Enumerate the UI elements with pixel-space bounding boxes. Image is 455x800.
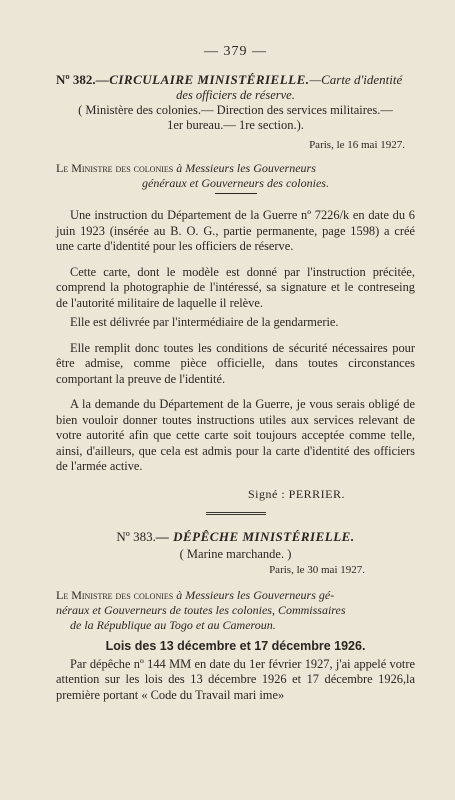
circular-subject-line2: des officiers de réserve.	[176, 88, 295, 102]
page-number: — 379 —	[204, 44, 267, 59]
addressee-prefix: Le Ministre des colonies	[56, 587, 174, 602]
paragraph: Une instruction du Département de la Guerre nº 7226/k en date du 6 juin 1923 (insérée au B. O. G., partie permanente, page 1598) a créé une carte d'identité pour les officiers de réserve.	[56, 208, 415, 253]
paragraph: A la demande du Département de la Guerre, je vous serais obligé de bien vouloir donner toutes instructions utiles aux services relevant de votre autorité afin que cette carte soit toujours acceptée comme telle, ainsi, d'ailleurs, que cela est admis pour la carte d'identité des officiers de l'armée active.	[56, 397, 415, 473]
depeche-number: Nº 383.	[116, 528, 156, 544]
paragraph: Elle est délivrée par l'intermédiaire de la gendarmerie.	[70, 315, 339, 329]
depeche-heading	[56, 529, 415, 545]
divider-rule	[215, 193, 257, 194]
circular-heading	[56, 72, 415, 88]
depeche-date: Paris, le 30 mai 1927.	[269, 563, 365, 576]
circular-title: —CIRCULAIRE MINISTÉRIELLE.	[95, 72, 310, 87]
law-title: Lois des 13 décembre et 17 décembre 1926.	[105, 638, 366, 653]
addressee-line3: de la République au Togo et au Cameroun.	[70, 617, 276, 632]
circular-number: Nº 382.	[56, 72, 96, 87]
circular-date: Paris, le 16 mai 1927.	[309, 139, 405, 151]
circular-origin-line2: 1er bureau.— 1re section.).	[167, 118, 304, 132]
depeche-subtitle: ( Marine marchande. )	[179, 546, 292, 561]
addressee-line2: néraux et Gouverneurs de toutes les colonies, Commissaires	[56, 602, 346, 617]
depeche-title: — DÉPÊCHE MINISTÉRIELLE.	[155, 528, 355, 544]
paragraph: Elle remplit donc toutes les conditions de sécurité nécessaires pour être admise, comme pièce officielle, dans toutes circonstances comportant la preuve de l'identité.	[56, 340, 415, 386]
circular-subject: —Carte d'identité	[309, 72, 403, 87]
paragraph: Cette carte, dont le modèle est donné par l'instruction précitée, comprend la photographie de l'intéressé, sa signature et le contreseing de l'autorité militaire de laquelle il relève.	[56, 264, 415, 310]
signature: Signé : PERRIER.	[247, 486, 345, 501]
addressee-prefix: Le Ministre des colonies	[56, 161, 174, 175]
paragraph: Par dépêche nº 144 MM en date du 1er février 1927, j'ai appelé votre attention sur les lois des 13 décembre 1926 et 17 décembre 1926,la première portant « Code du Travail mari ime»	[56, 656, 415, 702]
addressee-line1: à Messieurs les Gouverneurs gé-	[176, 587, 335, 602]
addressee-line1: à Messieurs les Gouverneurs	[176, 161, 316, 175]
circular-origin-line1: ( Ministère des colonies.— Direction des services militaires.—	[78, 103, 393, 117]
section-separator	[206, 512, 266, 515]
addressee-line2: généraux et Gouverneurs des colonies.	[142, 176, 329, 190]
circular-addressee	[56, 161, 415, 194]
depeche-addressee	[56, 588, 415, 633]
